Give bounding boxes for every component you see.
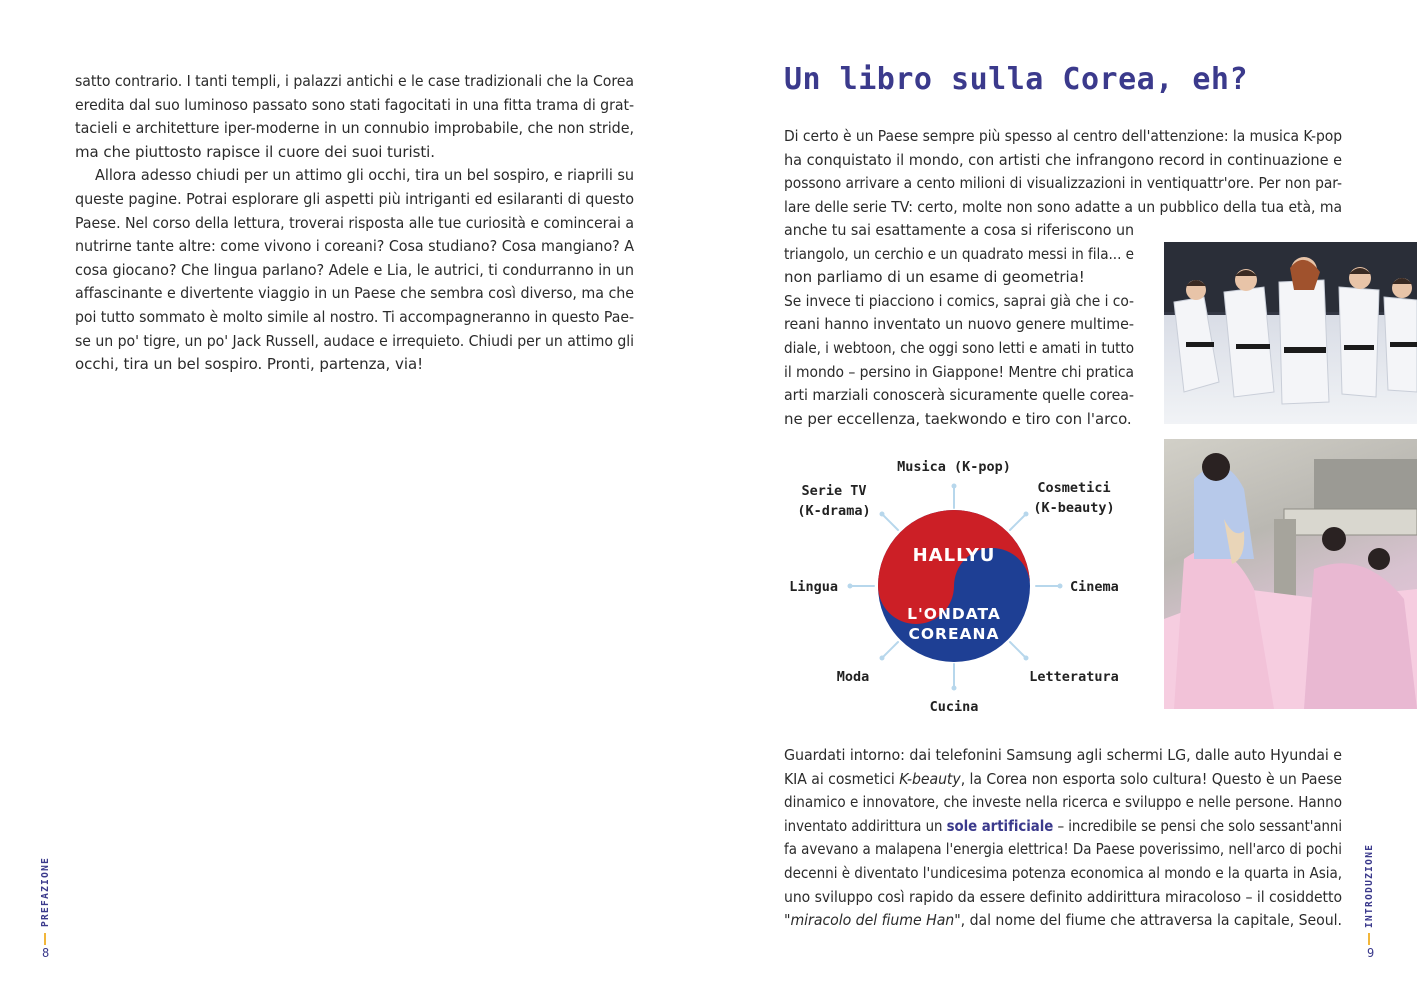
folio-tick [1368,933,1370,945]
text-span: ", dal nome del fiume che attraversa la capitale, Seoul. [954,911,1342,930]
text-line: arti marziali conoscerà sicuramente quelle corea- [784,386,1134,405]
label-cucina: Cucina [929,699,979,715]
text-line: nutrirne tante altre: come vivono i coreani? Cosa studiano? Cosa mangiano? A [75,237,634,256]
preface-text [75,70,634,377]
text-line: queste pagine. Potrai esplorare gli aspetti più intriganti ed esilaranti di questo [75,189,634,208]
text-span: KIA ai cosmetici [784,769,900,788]
taekwondo-photo [1164,242,1417,424]
label-moda: Moda [836,669,870,685]
text-line: ma che piuttosto rapisce il cuore dei suoi turisti. [75,142,435,161]
text-line: possono arrivare a cento milioni di visualizzazioni in ventiquattr'ore. Per non par- [784,174,1342,193]
section-title: Un libro sulla Corea, eh? [784,62,1249,97]
text-line: Guardati intorno: dai telefonini Samsung agli schermi LG, dalle auto Hyundai e [784,746,1342,764]
text-line: il mondo – persino in Giappone! Mentre chi pratica [784,362,1134,381]
text-line: anche tu sai esattamente a cosa si riferiscono un [784,221,1134,239]
text-line: lare delle serie TV: certo, molte non sono adatte a un pubblico della tua età, ma [784,197,1342,216]
hanbok-illustration [1164,439,1417,709]
text-line: cosa giocano? Che lingua parlano? Adele e Lia, le autrici, ti condurranno in un [75,260,634,279]
text-line: Se invece ti piacciono i comics, saprai già che i co- [784,291,1134,310]
text-line: Di certo è un Paese sempre più spesso al centro dell'attenzione: la musica K-pop [784,127,1342,145]
hanbok-photo [1164,439,1417,709]
hallyu-diagram [784,450,1144,720]
sole-artificiale-link: sole artificiale [946,816,1054,835]
text-line: decenni è diventato l'undicesima potenza economica al mondo e la quarta in Asia, [784,863,1342,882]
label-musica: Musica (K-pop) [897,459,1011,475]
hallyu-diagram-svg [784,450,1144,720]
text-line: poi tutto sommato è molto simile al nostro. Ti accompagneranno in questo Pae- [75,307,634,326]
label-k-beauty: (K-beauty) [1033,500,1115,516]
right-page [708,0,1417,1000]
text-line: tacieli e architetture iper-moderne in un connubio improbabile, che non stride, [75,119,634,138]
label-cinema: Cinema [1070,579,1119,595]
economy-text [784,744,1342,933]
center-subtitle-2: COREANA [908,625,1000,643]
text-line [784,909,1342,933]
folio-tick [44,933,46,945]
text-line: se un po' tigre, un po' Jack Russell, audace e irrequieto. Chiudi per un attimo gli [75,331,634,350]
label-lingua: Lingua [789,579,838,595]
text-span: , la Corea non esporta solo cultura! Questo è un Paese [960,769,1342,788]
emphasis-miracolo: miracolo del fiume Han [790,911,955,930]
running-head-introduzione: INTRODUZIONE [1364,843,1375,928]
intro-text [784,125,1342,219]
center-subtitle-1: L'ONDATA [907,605,1001,623]
text-line: ha conquistato il mondo, con artisti che infrangono record in continuazione e [784,150,1342,169]
text-line: occhi, tira un bel sospiro. Pronti, partenza, via! [75,355,424,374]
text-line: reani hanno inventato un nuovo genere multime- [784,315,1134,334]
center-title: HALLYU [912,545,996,566]
text-span: – incredibile se pensi che solo sessant'anni [1053,816,1342,835]
text-span: inventato addirittura un [784,816,947,835]
left-page [0,0,708,1000]
text-line: dinamico e innovatore, che investe nella ricerca e sviluppo e nelle persone. Hanno [784,793,1342,812]
text-span: " [784,911,791,930]
label-letteratura: Letteratura [1029,669,1119,685]
text-line: Paese. Nel corso della lettura, troverai risposta alle tue curiosità e comincerai a [75,213,634,232]
paragraph [75,70,634,164]
label-serie-tv: Serie TV [801,483,867,499]
text-line [784,815,1342,839]
text-line: fa avevano a malapena l'energia elettrica! Da Paese poverissimo, nell'arco di pochi [784,840,1342,859]
text-line: Allora adesso chiudi per un attimo gli occhi, tira un bel sospiro, e riaprili su [95,166,634,185]
page-number: 8 [42,946,50,960]
page-number: 9 [1367,946,1375,960]
label-cosmetici: Cosmetici [1037,480,1111,496]
text-line: uno sviluppo così rapido da essere definito addirittura miracoloso – il cosiddetto [784,887,1342,906]
text-line: affascinante e divertente viaggio in un Paese che sembra così diverso, ma che [75,284,634,303]
intro-wrap-text [784,219,1134,431]
label-k-drama: (K-drama) [797,503,871,519]
text-line [784,768,1342,792]
text-line: eredita dal suo luminoso passato sono stati fagocitati in una fitta trama di grat- [75,95,634,114]
text-line: non parliamo di un esame di geometria! [784,268,1085,287]
text-line: ne per eccellenza, taekwondo e tiro con l'arco. [784,409,1132,428]
emphasis-k-beauty: K-beauty [899,769,961,788]
taekwondo-illustration [1164,242,1417,424]
running-head-prefazione: PREFAZIONE [40,856,51,927]
paragraph [75,164,634,376]
text-line: diale, i webtoon, che oggi sono letti e amati in tutto [784,338,1134,357]
text-line: satto contrario. I tanti templi, i palazzi antichi e le case tradizionali che la Corea [75,72,634,90]
text-line: triangolo, un cerchio e un quadrato messi in fila... e [784,244,1134,263]
